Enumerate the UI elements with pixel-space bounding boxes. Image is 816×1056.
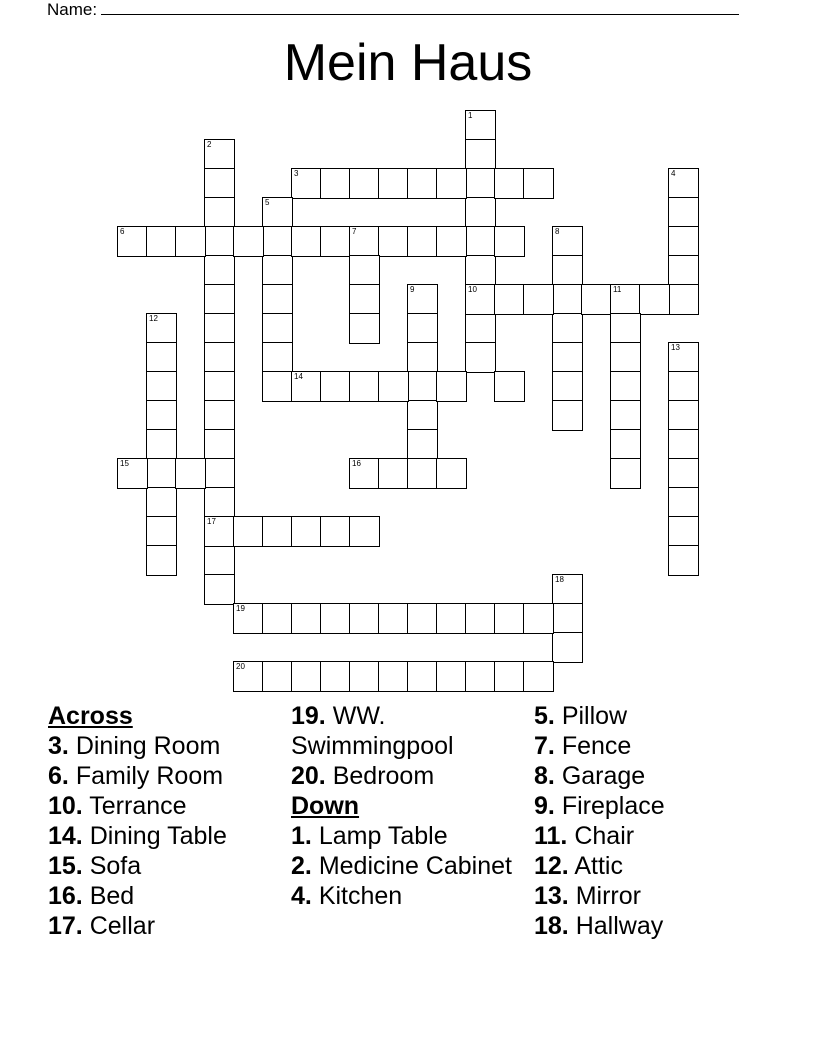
clue-text: Sofa bbox=[89, 852, 142, 880]
grid-cell[interactable] bbox=[175, 226, 206, 257]
grid-cell[interactable] bbox=[610, 400, 641, 431]
clue-number-label: 16. bbox=[48, 882, 83, 910]
grid-cell[interactable] bbox=[320, 226, 351, 257]
grid-cell[interactable] bbox=[204, 458, 235, 489]
grid-cell[interactable] bbox=[465, 603, 496, 634]
grid-cell[interactable] bbox=[262, 371, 293, 402]
grid-cell[interactable] bbox=[523, 661, 554, 692]
grid-cell[interactable] bbox=[668, 226, 699, 257]
grid-cell[interactable] bbox=[523, 168, 554, 199]
grid-cell[interactable] bbox=[291, 168, 322, 199]
grid-cell[interactable] bbox=[262, 661, 293, 692]
clue-number-label: 13. bbox=[534, 882, 569, 910]
grid-cell[interactable] bbox=[204, 429, 235, 460]
grid-cell[interactable] bbox=[494, 226, 525, 257]
grid-cell[interactable] bbox=[407, 313, 438, 344]
grid-cell[interactable] bbox=[407, 603, 438, 634]
clue-number-label: 8. bbox=[534, 762, 555, 790]
grid-cell[interactable] bbox=[349, 603, 380, 634]
grid-cell[interactable] bbox=[262, 313, 293, 344]
clue-item bbox=[534, 851, 769, 881]
clue-item bbox=[48, 881, 283, 911]
clue-number-label: 9. bbox=[534, 792, 555, 820]
clue-text: Pillow bbox=[561, 702, 628, 730]
grid-cell[interactable] bbox=[262, 226, 293, 257]
grid-cell[interactable] bbox=[552, 313, 583, 344]
clue-text: Fence bbox=[561, 732, 632, 760]
grid-cell[interactable] bbox=[233, 603, 264, 634]
clue-number: 6 bbox=[120, 227, 125, 236]
grid-cell[interactable] bbox=[436, 371, 467, 402]
clue-text: WW. Swimmingpool bbox=[291, 702, 454, 760]
grid-cell[interactable] bbox=[146, 545, 177, 576]
grid-cell[interactable] bbox=[436, 226, 467, 257]
clue-text: Lamp Table bbox=[318, 822, 448, 850]
grid-cell[interactable] bbox=[204, 487, 235, 518]
grid-cell[interactable] bbox=[610, 429, 641, 460]
clue-item bbox=[291, 701, 526, 761]
clue-number: 3 bbox=[294, 169, 299, 178]
grid-cell[interactable] bbox=[349, 371, 380, 402]
grid-cell[interactable] bbox=[291, 226, 322, 257]
grid-cell[interactable] bbox=[610, 371, 641, 402]
grid-cell[interactable] bbox=[320, 516, 351, 547]
grid-cell[interactable] bbox=[349, 284, 380, 315]
clue-number: 19 bbox=[236, 604, 245, 613]
clue-text: Chair bbox=[574, 822, 635, 850]
clue-number-label: 12. bbox=[534, 852, 569, 880]
clue-number-label: 19. bbox=[291, 702, 326, 730]
grid-cell[interactable] bbox=[668, 545, 699, 576]
grid-cell[interactable] bbox=[349, 661, 380, 692]
clue-text: Bedroom bbox=[332, 762, 435, 790]
grid-cell[interactable] bbox=[494, 284, 525, 315]
grid-cell[interactable] bbox=[349, 458, 380, 489]
clue-number-label: 11. bbox=[534, 822, 568, 850]
grid-cell[interactable] bbox=[523, 284, 554, 315]
grid-cell[interactable] bbox=[117, 458, 148, 489]
clue-number-label: 4. bbox=[291, 882, 312, 910]
grid-cell[interactable] bbox=[465, 168, 496, 199]
grid-cell[interactable] bbox=[668, 400, 699, 431]
grid-cell[interactable] bbox=[204, 226, 235, 257]
grid-cell[interactable] bbox=[407, 168, 438, 199]
grid-cell[interactable] bbox=[668, 371, 699, 402]
grid-cell[interactable] bbox=[262, 342, 293, 373]
clue-number: 1 bbox=[468, 111, 473, 120]
grid-cell[interactable] bbox=[204, 139, 235, 170]
clue-number-label: 5. bbox=[534, 702, 555, 730]
clues-column-1 bbox=[48, 701, 283, 941]
grid-cell[interactable] bbox=[494, 603, 525, 634]
clue-number: 11 bbox=[613, 285, 622, 294]
grid-cell[interactable] bbox=[552, 342, 583, 373]
grid-cell[interactable] bbox=[465, 139, 496, 170]
clue-number: 8 bbox=[555, 227, 560, 236]
clue-number-label: 3. bbox=[48, 732, 69, 760]
clue-item bbox=[534, 731, 769, 761]
clue-text: Cellar bbox=[89, 912, 156, 940]
clue-text: Dining Room bbox=[75, 732, 221, 760]
grid-cell[interactable] bbox=[204, 313, 235, 344]
grid-cell[interactable] bbox=[552, 284, 583, 315]
clue-item bbox=[534, 761, 769, 791]
grid-cell[interactable] bbox=[639, 284, 670, 315]
grid-cell[interactable] bbox=[146, 400, 177, 431]
clue-item bbox=[48, 731, 283, 761]
grid-cell[interactable] bbox=[610, 342, 641, 373]
grid-cell[interactable] bbox=[494, 371, 525, 402]
clue-text: Fireplace bbox=[561, 792, 665, 820]
grid-cell[interactable] bbox=[146, 458, 177, 489]
grid-cell[interactable] bbox=[262, 255, 293, 286]
clue-item bbox=[48, 761, 283, 791]
grid-cell[interactable] bbox=[407, 284, 438, 315]
grid-cell[interactable] bbox=[320, 371, 351, 402]
grid-cell[interactable] bbox=[262, 284, 293, 315]
grid-cell[interactable] bbox=[146, 226, 177, 257]
grid-cell[interactable] bbox=[262, 516, 293, 547]
grid-cell[interactable] bbox=[378, 661, 409, 692]
grid-cell[interactable] bbox=[204, 255, 235, 286]
grid-cell[interactable] bbox=[378, 168, 409, 199]
clue-text: Attic bbox=[574, 852, 623, 880]
clue-number-label: 14. bbox=[48, 822, 83, 850]
grid-cell[interactable] bbox=[465, 226, 496, 257]
clue-text: Kitchen bbox=[318, 882, 403, 910]
grid-cell[interactable] bbox=[465, 110, 496, 141]
grid-cell[interactable] bbox=[233, 661, 264, 692]
grid-cell[interactable] bbox=[378, 458, 409, 489]
clue-item bbox=[48, 821, 283, 851]
grid-cell[interactable] bbox=[117, 226, 148, 257]
grid-cell[interactable] bbox=[204, 371, 235, 402]
grid-cell[interactable] bbox=[494, 168, 525, 199]
grid-cell[interactable] bbox=[146, 429, 177, 460]
clue-text: Mirror bbox=[575, 882, 641, 910]
grid-cell[interactable] bbox=[204, 545, 235, 576]
grid-cell[interactable] bbox=[668, 487, 699, 518]
clue-number: 5 bbox=[265, 198, 270, 207]
grid-cell[interactable] bbox=[465, 342, 496, 373]
grid-cell[interactable] bbox=[146, 371, 177, 402]
clue-number: 2 bbox=[207, 140, 212, 149]
grid-cell[interactable] bbox=[262, 603, 293, 634]
grid-cell[interactable] bbox=[465, 313, 496, 344]
clue-number-label: 15. bbox=[48, 852, 83, 880]
grid-cell[interactable] bbox=[436, 168, 467, 199]
clue-number-label: 17. bbox=[48, 912, 83, 940]
clue-number-label: 1. bbox=[291, 822, 312, 850]
clue-item bbox=[291, 851, 526, 881]
grid-cell[interactable] bbox=[552, 632, 583, 663]
clue-number: 13 bbox=[671, 343, 680, 352]
clue-number: 4 bbox=[671, 169, 676, 178]
grid-cell[interactable] bbox=[668, 516, 699, 547]
grid-cell[interactable] bbox=[233, 516, 264, 547]
clue-number: 9 bbox=[410, 285, 415, 294]
page-title: Mein Haus bbox=[283, 34, 533, 92]
clue-item bbox=[534, 911, 769, 941]
grid-cell[interactable] bbox=[146, 516, 177, 547]
clue-text: Terrance bbox=[89, 792, 187, 820]
grid-cell[interactable] bbox=[668, 458, 699, 489]
grid-cell[interactable] bbox=[465, 284, 496, 315]
clue-number: 12 bbox=[149, 314, 158, 323]
clue-number-label: 7. bbox=[534, 732, 555, 760]
grid-cell[interactable] bbox=[407, 226, 438, 257]
grid-cell[interactable] bbox=[668, 255, 699, 286]
grid-cell[interactable] bbox=[436, 661, 467, 692]
clue-item bbox=[534, 791, 769, 821]
grid-cell[interactable] bbox=[146, 342, 177, 373]
grid-cell[interactable] bbox=[349, 516, 380, 547]
grid-cell[interactable] bbox=[204, 400, 235, 431]
down-heading: Down bbox=[291, 792, 360, 820]
clue-item bbox=[48, 911, 283, 941]
grid-cell[interactable] bbox=[552, 574, 583, 605]
clue-item bbox=[534, 881, 769, 911]
grid-cell[interactable] bbox=[291, 371, 322, 402]
clue-text: Garage bbox=[561, 762, 646, 790]
grid-cell[interactable] bbox=[407, 458, 438, 489]
clue-number-label: 18. bbox=[534, 912, 569, 940]
clue-item bbox=[291, 881, 526, 911]
grid-cell[interactable] bbox=[233, 226, 264, 257]
grid-cell[interactable] bbox=[465, 661, 496, 692]
clue-text: Family Room bbox=[75, 762, 224, 790]
grid-cell[interactable] bbox=[552, 603, 583, 634]
grid-cell[interactable] bbox=[436, 458, 467, 489]
clue-number-label: 2. bbox=[291, 852, 312, 880]
grid-cell[interactable] bbox=[465, 197, 496, 228]
grid-cell[interactable] bbox=[204, 342, 235, 373]
grid-cell[interactable] bbox=[349, 255, 380, 286]
grid-cell[interactable] bbox=[668, 197, 699, 228]
grid-cell[interactable] bbox=[349, 226, 380, 257]
clue-number: 16 bbox=[352, 459, 361, 468]
grid-cell[interactable] bbox=[407, 342, 438, 373]
name-label: Name: bbox=[47, 0, 98, 19]
grid-cell[interactable] bbox=[581, 284, 612, 315]
grid-cell[interactable] bbox=[552, 371, 583, 402]
grid-cell[interactable] bbox=[378, 226, 409, 257]
grid-cell[interactable] bbox=[349, 313, 380, 344]
grid-cell[interactable] bbox=[262, 197, 293, 228]
clue-item bbox=[534, 701, 769, 731]
grid-cell[interactable] bbox=[552, 226, 583, 257]
grid-cell[interactable] bbox=[552, 400, 583, 431]
clue-text: Bed bbox=[89, 882, 135, 910]
grid-cell[interactable] bbox=[378, 603, 409, 634]
grid-cell[interactable] bbox=[668, 429, 699, 460]
clue-number: 10 bbox=[468, 285, 477, 294]
grid-cell[interactable] bbox=[175, 458, 206, 489]
clue-number: 18 bbox=[555, 575, 564, 584]
clue-item bbox=[48, 851, 283, 881]
clue-number: 14 bbox=[294, 372, 303, 381]
clue-number: 15 bbox=[120, 459, 129, 468]
grid-cell[interactable] bbox=[204, 284, 235, 315]
grid-cell[interactable] bbox=[320, 603, 351, 634]
clue-number-label: 6. bbox=[48, 762, 69, 790]
grid-cell[interactable] bbox=[407, 400, 438, 431]
grid-cell[interactable] bbox=[668, 342, 699, 373]
grid-cell[interactable] bbox=[668, 168, 699, 199]
grid-cell[interactable] bbox=[146, 487, 177, 518]
grid-cell[interactable] bbox=[407, 371, 438, 402]
grid-cell[interactable] bbox=[204, 168, 235, 199]
clue-item bbox=[534, 821, 769, 851]
grid-cell[interactable] bbox=[552, 255, 583, 286]
grid-cell[interactable] bbox=[494, 661, 525, 692]
clue-text: Medicine Cabinet bbox=[318, 852, 512, 880]
clue-number-label: 10. bbox=[48, 792, 83, 820]
clue-number: 7 bbox=[352, 227, 357, 236]
grid-cell[interactable] bbox=[291, 661, 322, 692]
clue-item bbox=[291, 821, 526, 851]
clue-number: 20 bbox=[236, 662, 245, 671]
clue-item bbox=[48, 791, 283, 821]
grid-cell[interactable] bbox=[610, 284, 641, 315]
grid-cell[interactable] bbox=[436, 603, 467, 634]
grid-cell[interactable] bbox=[204, 197, 235, 228]
grid-cell[interactable] bbox=[378, 371, 409, 402]
grid-cell[interactable] bbox=[291, 603, 322, 634]
across-heading: Across bbox=[48, 702, 133, 730]
grid-cell[interactable] bbox=[610, 458, 641, 489]
clue-number: 17 bbox=[207, 517, 216, 526]
grid-cell[interactable] bbox=[349, 168, 380, 199]
grid-cell[interactable] bbox=[465, 255, 496, 286]
grid-cell[interactable] bbox=[320, 661, 351, 692]
grid-cell[interactable] bbox=[204, 516, 235, 547]
grid-cell[interactable] bbox=[146, 313, 177, 344]
clue-text: Dining Table bbox=[89, 822, 227, 850]
clues-column-3 bbox=[534, 701, 769, 941]
clue-number-label: 20. bbox=[291, 762, 326, 790]
grid-cell[interactable] bbox=[610, 313, 641, 344]
grid-cell[interactable] bbox=[523, 603, 554, 634]
grid-cell[interactable] bbox=[204, 574, 235, 605]
grid-cell[interactable] bbox=[668, 284, 699, 315]
clue-text: Hallway bbox=[575, 912, 664, 940]
clues-column-2 bbox=[291, 701, 526, 911]
grid-cell[interactable] bbox=[291, 516, 322, 547]
grid-cell[interactable] bbox=[407, 661, 438, 692]
grid-cell[interactable] bbox=[407, 429, 438, 460]
clue-item bbox=[291, 761, 526, 791]
grid-cell[interactable] bbox=[320, 168, 351, 199]
